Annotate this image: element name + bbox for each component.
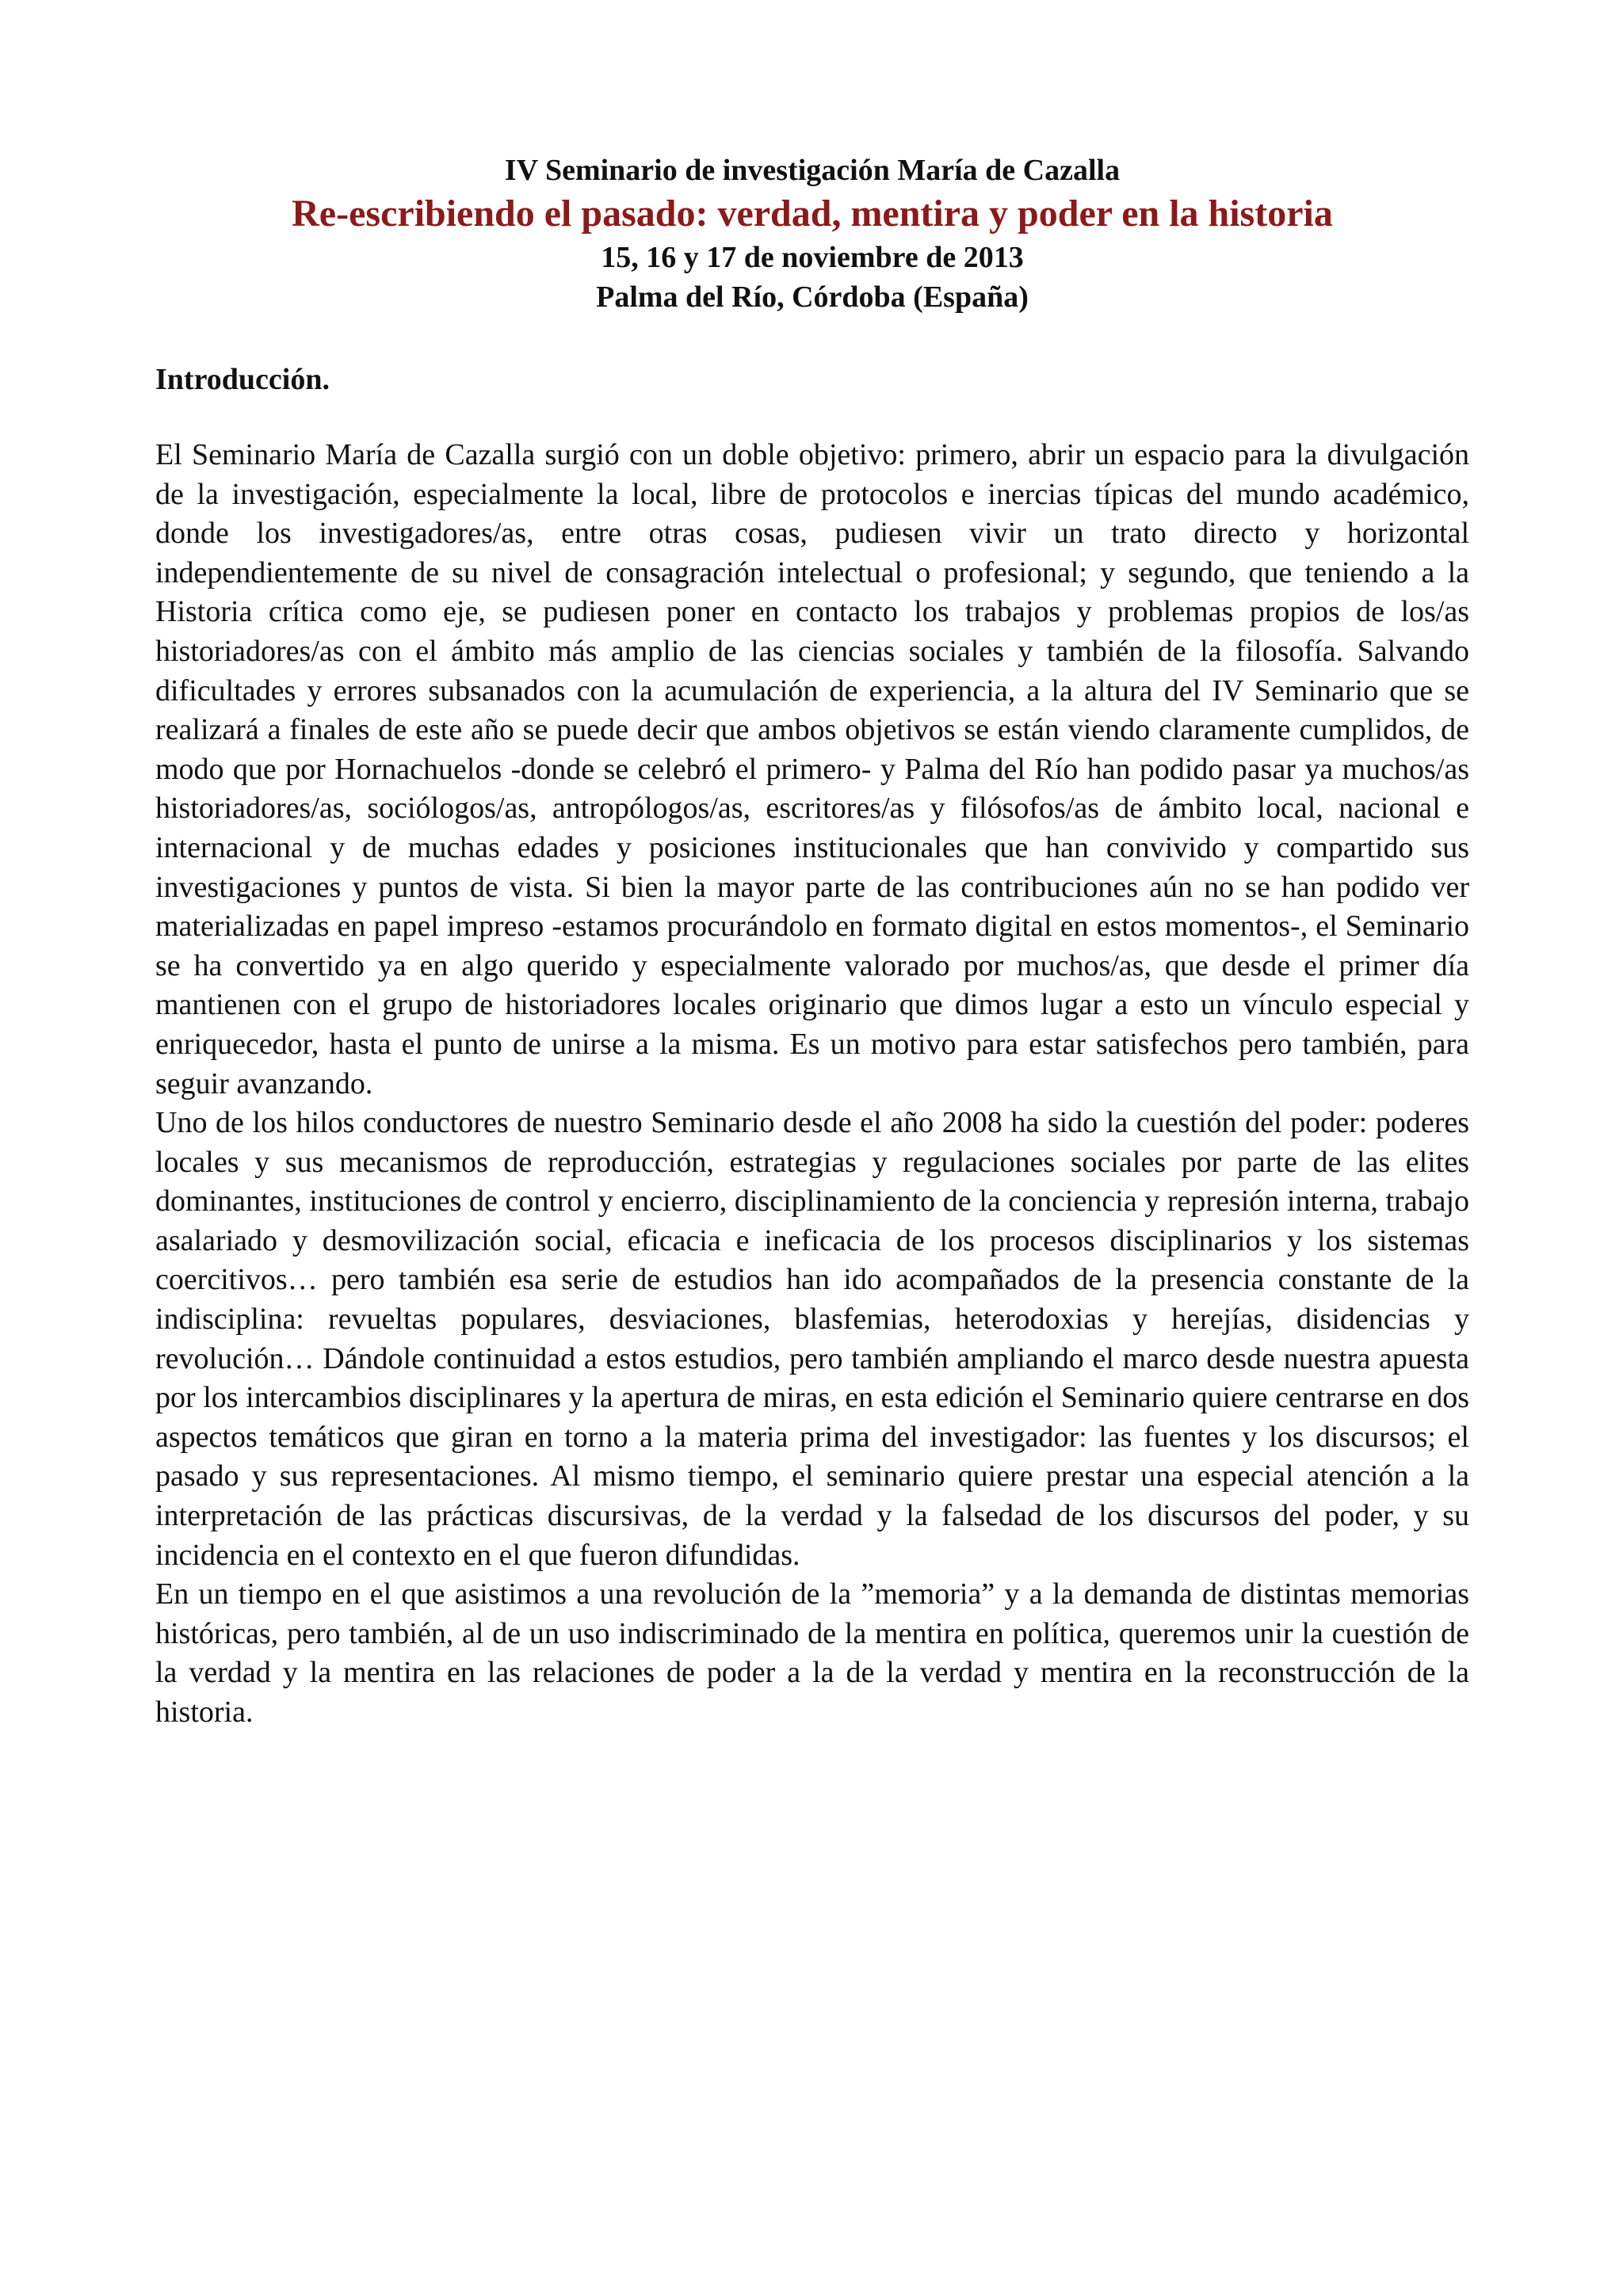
body-paragraph: El Seminario María de Cazalla surgió con un doble objetivo: primero, abrir un espacio para la divulgación de la investigación, especialmente la local, libre de protocolos e inercias típicas del mundo académico, donde los investigadores/as, entre otras cosas, pudiesen vivir un trato directo y horizontal independientemente de su nivel de consagración intelectual o profesional; y segundo, que teniendo a la Historia crítica como eje, se pudiesen poner en contacto los trabajos y problemas propios de los/as historiadores/as con el ámbito más amplio de las ciencias sociales y también de la filosofía. Salvando dificultades y errores subsanados con la acumulación de experiencia, a la altura del IV Seminario que se realizará a finales de este año se puede decir que ambos objetivos se están viendo claramente cumplidos, de modo que por Hornachuelos -donde se celebró el primero- y Palma del Río han podido pasar ya muchos/as historiadores/as, sociólogos/as, antropólogos/as, escritores/as y filósofos/as de ámbito local, nacional e internacional y de muchas edades y posiciones institucionales que han convivido y compartido sus investigaciones y puntos de vista. Si bien la mayor parte de las contribuciones aún no se han podido ver materializadas en papel impreso -estamos procurándolo en formato digital en estos momentos-, el Seminario se ha convertido ya en algo querido y especialmente valorado por muchos/as, que desde el primer día mantienen con el grupo de historiadores locales originario que dimos lugar a esto un vínculo especial y enriquecedor, hasta el punto de unirse a la misma. Es un motivo para estar satisfechos pero también, para seguir avanzando. [155, 438, 1469, 1100]
body-paragraph: Uno de los hilos conductores de nuestro Seminario desde el año 2008 ha sido la cuestión del poder: poderes locales y sus mecanismos de reproducción, estrategias y regulaciones sociales por parte de las elites dominantes, instituciones de control y encierro, disciplinamiento de la conciencia y represión interna, trabajo asalariado y desmovilización social, eficacia e ineficacia de los procesos disciplinarios y los sistemas coercitivos… pero también esa serie de estudios han ido acompañados de la presencia constante de la indisciplina: revueltas populares, desviaciones, blasfemias, heterodoxias y herejías, disidencias y revolución… Dándole continuidad a estos estudios, pero también ampliando el marco desde nuestra apuesta por los intercambios disciplinares y la apertura de miras, en esta edición el Seminario quiere centrarse en dos aspectos temáticos que giran en torno a la materia prima del investigador: las fuentes y los discursos; el pasado y sus representaciones. Al mismo tiempo, el seminario quiere prestar una especial atención a la interpretación de las prácticas discursivas, de la verdad y la falsedad de los discursos del poder, y su incidencia en el contexto en el que fueron difundidas. [155, 1106, 1469, 1572]
event-dates: 15, 16 y 17 de noviembre de 2013 [601, 241, 1024, 274]
section-heading: Introducción. [155, 363, 330, 396]
event-series: IV Seminario de investigación María de Cazalla [504, 154, 1121, 187]
body-paragraph: En un tiempo en el que asistimos a una revolución de la ”memoria” y a la demanda de distintas memorias históricas, pero también, al de un uso indiscriminado de la mentira en política, queremos unir la cuestión de la verdad y la mentira en las relaciones de poder a la de la verdad y mentira en la reconstrucción de la historia. [155, 1577, 1469, 1729]
document-page [155, 151, 1469, 1733]
event-title: Re-escribiendo el pasado: verdad, mentira y poder en la historia [292, 193, 1333, 235]
document-header [155, 151, 1469, 317]
event-location: Palma del Río, Córdoba (España) [596, 280, 1029, 314]
